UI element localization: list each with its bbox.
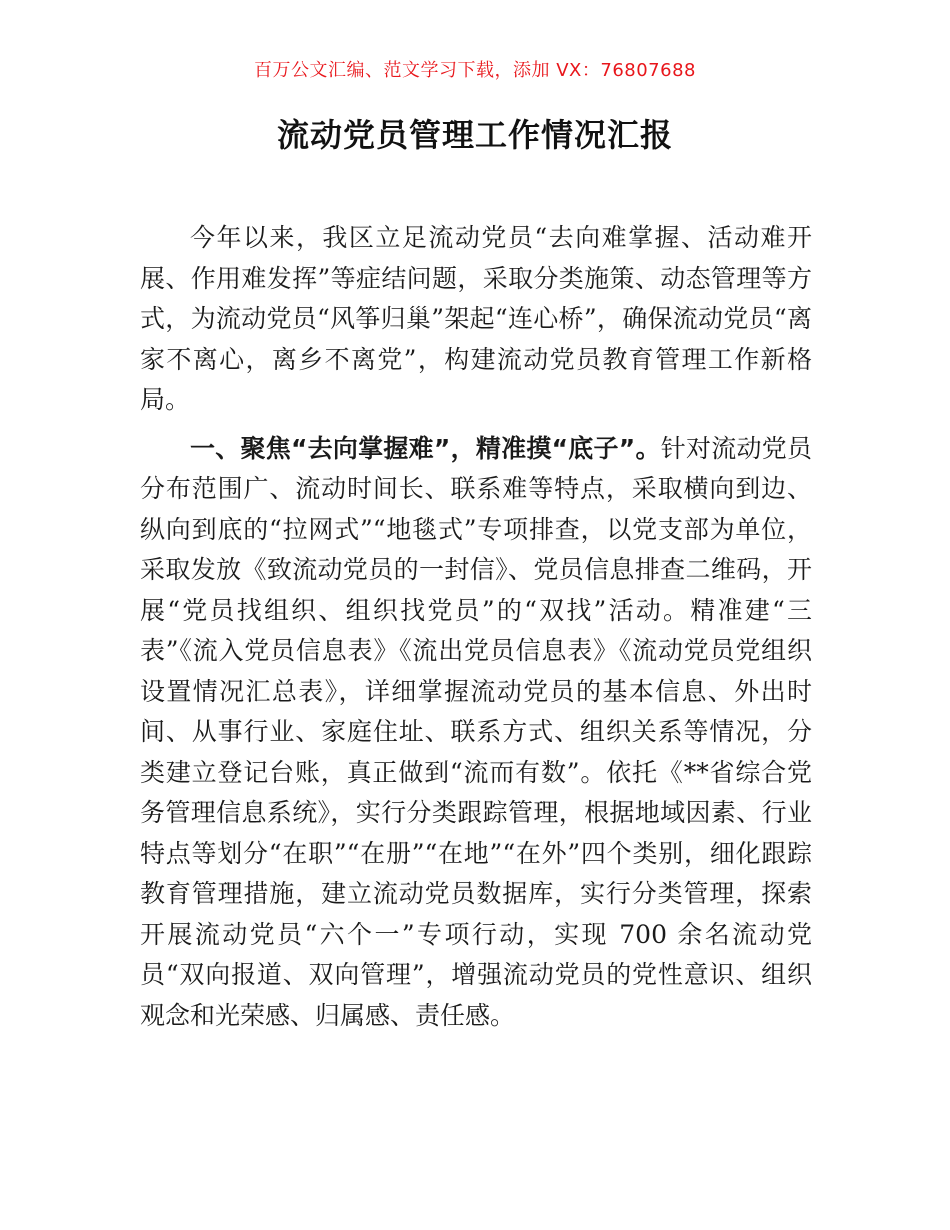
document-title: 流动党员管理工作情况汇报 [276,116,673,154]
section-1-heading: 一、聚焦“去向掌握难”，精准摸“底子”。 [190,433,661,463]
section-1-text: 针对流动党员分布范围广、流动时间长、联系难等特点，采取横向到边、纵向到底的“拉网式”“地毯式”专项排查，以党支部为单位，采取发放《致流动党员的一封信》、党员信息排查二维码，开展“党员找组织、组织找党员”的“双找”活动。精准建“三表”《流入党员信息表》《流出党员信息表》《流动党员党组织设置情况汇总表》，详细掌握流动党员的基本信息、外出时间、从事行业、家庭住址、联系方式、组织关系等情况，分类建立登记台账，真正做到“流而有数”。依托《**省综合党务管理信息系统》，实行分类跟踪管理，根据地域因素、行业特点等划分“在职”“在册”“在地”“在外”四个类别，细化跟踪教育管理措施，建立流动党员数据库，实行分类管理，探索开展流动党员“六个一”专项行动，实现 700 余名流动党员“双向报道、双向管理”，增强流动党员的党性意识、组织观念和光荣感、归属感、责任感。 [140,433,812,1030]
section-1-paragraph [140,429,812,1037]
document-body [140,218,812,1036]
watermark-header: 百万公文汇编、范文学习下载，添加 VX：76807688 [254,60,696,81]
intro-paragraph: 今年以来，我区立足流动党员“去向难掌握、活动难开展、作用难发挥”等症结问题，采取分类施策、动态管理等方式，为流动党员“风筝归巢”架起“连心桥”，确保流动党员“离家不离心，离乡不离党”，构建流动党员教育管理工作新格局。 [140,223,812,414]
